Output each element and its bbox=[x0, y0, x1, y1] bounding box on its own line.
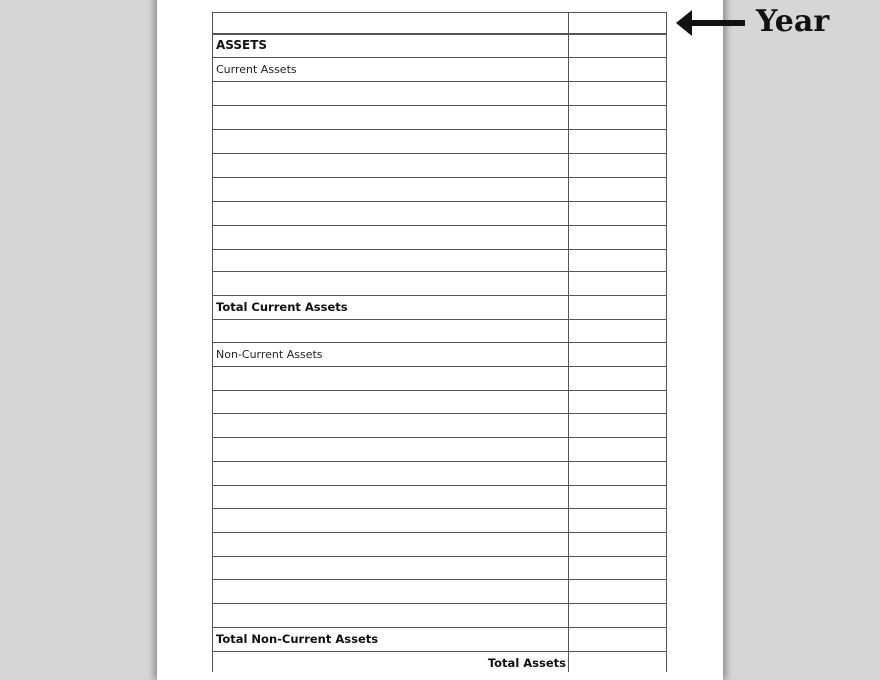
table-row bbox=[213, 225, 666, 249]
table-row bbox=[213, 153, 666, 177]
year-header-row bbox=[213, 12, 666, 30]
table-row-total-current-assets bbox=[213, 295, 666, 319]
table-row bbox=[213, 413, 666, 437]
table-row bbox=[213, 556, 666, 580]
year-label: Year bbox=[756, 4, 830, 39]
table-row bbox=[213, 271, 666, 295]
table-row bbox=[213, 249, 666, 273]
table-row bbox=[213, 461, 666, 485]
total-assets-label: Total Assets bbox=[487, 656, 566, 670]
table-row bbox=[213, 579, 666, 603]
table-row bbox=[213, 201, 666, 225]
table-row bbox=[213, 437, 666, 461]
table-row bbox=[213, 532, 666, 556]
year-annotation bbox=[676, 2, 876, 42]
current-assets-label: Current Assets bbox=[216, 63, 297, 76]
table-row bbox=[213, 366, 666, 390]
arrow-shaft bbox=[690, 20, 745, 26]
non-current-assets-label: Non-Current Assets bbox=[216, 348, 323, 361]
balance-sheet-table bbox=[212, 12, 667, 672]
table-row bbox=[213, 81, 666, 105]
table-row bbox=[213, 129, 666, 153]
table-row bbox=[213, 603, 666, 627]
table-row-current-assets bbox=[213, 57, 666, 81]
table-row-total-assets bbox=[213, 651, 666, 675]
table-row bbox=[213, 105, 666, 129]
table-row bbox=[213, 485, 666, 509]
total-current-assets-label: Total Current Assets bbox=[216, 300, 348, 314]
table-row bbox=[213, 390, 666, 414]
table-row-assets-title bbox=[213, 33, 666, 57]
table-row-non-current-assets bbox=[213, 342, 666, 366]
table-row bbox=[213, 319, 666, 343]
table-row bbox=[213, 177, 666, 201]
section-title: ASSETS bbox=[216, 38, 268, 52]
table-row bbox=[213, 508, 666, 532]
total-non-current-assets-label: Total Non-Current Assets bbox=[216, 632, 379, 646]
table-row-total-non-current-assets bbox=[213, 627, 666, 651]
